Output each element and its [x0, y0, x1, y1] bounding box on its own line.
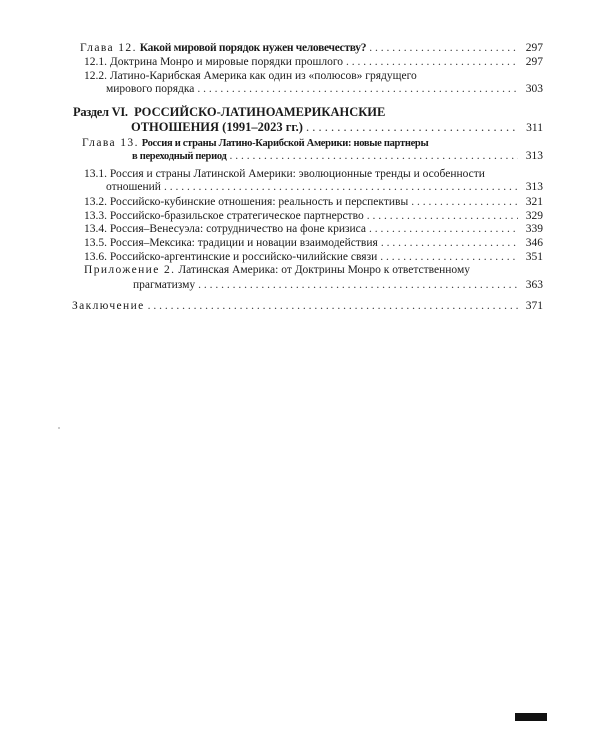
toc-entry-13-3[interactable] — [84, 210, 543, 223]
section-number: 13.6. — [84, 251, 107, 263]
page-number: 346 — [525, 237, 543, 249]
section-number: 13.5. — [84, 237, 107, 249]
toc-entry-12-2[interactable] — [84, 70, 417, 83]
page-number: 303 — [525, 83, 543, 95]
toc-entry-chapter-13[interactable] — [82, 137, 428, 150]
chapter-title-line2: в переходный период — [132, 151, 227, 162]
section-number: 13.1. — [84, 168, 107, 180]
section-number: 12.2. — [84, 70, 107, 82]
leader-dots — [306, 121, 518, 134]
conclusion-title: Заключение — [72, 300, 145, 312]
toc-entry-chapter-12[interactable] — [80, 42, 543, 55]
chapter-title: Какой мировой порядок нужен человечеству? — [139, 42, 367, 54]
part-title-line2: ОТНОШЕНИЯ (1991–2023 гг.) — [131, 120, 303, 134]
chapter-prefix: Глава 12. — [80, 42, 137, 54]
leader-dots — [164, 181, 518, 194]
page-number: 339 — [525, 223, 543, 235]
page-number: 321 — [525, 196, 543, 208]
leader-dots — [380, 251, 518, 264]
section-title: Россия–Мексика: традиции и новации взаимодействия — [109, 237, 378, 249]
leader-dots — [369, 223, 518, 236]
page-number: 363 — [525, 279, 543, 291]
page-number: 311 — [526, 122, 543, 134]
leader-dots — [197, 83, 518, 96]
toc-entry-conclusion[interactable] — [72, 300, 543, 313]
leader-dots — [230, 150, 519, 163]
leader-dots — [381, 237, 518, 250]
toc-entry-chapter-13-cont[interactable] — [132, 150, 543, 163]
section-title-line2: мирового порядка — [106, 83, 195, 95]
appendix-title-line2: прагматизму — [133, 279, 196, 291]
part-prefix: Раздел VI. — [73, 105, 128, 119]
section-title: Российско-аргентинские и российско-чилийские связи — [109, 251, 378, 263]
leader-dots — [148, 300, 518, 313]
chapter-title-line1: Россия и страны Латино-Карибской Америки: новые партнеры — [141, 138, 429, 149]
page-number: 371 — [525, 300, 543, 312]
chapter-prefix: Глава 13. — [82, 137, 139, 149]
section-title-line1: Латино-Карибская Америка как один из «полюсов» грядущего — [109, 70, 417, 82]
toc-entry-13-1[interactable] — [84, 168, 485, 181]
appendix-prefix: Приложение 2. — [84, 264, 176, 276]
printer-mark — [515, 713, 547, 721]
toc-entry-13-1-cont[interactable] — [106, 181, 543, 194]
scan-speck — [58, 427, 60, 429]
section-title-line2: отношений — [106, 181, 161, 193]
toc-entry-13-4[interactable] — [84, 223, 543, 236]
section-number: 12.1. — [84, 56, 107, 68]
section-title-line1: Россия и страны Латинской Америки: эволюционные тренды и особенности — [109, 168, 485, 180]
section-number: 13.4. — [84, 223, 107, 235]
toc-entry-part-6[interactable] — [73, 106, 385, 119]
toc-entry-12-1[interactable] — [84, 56, 543, 69]
section-title: Россия–Венесуэла: сотрудничество на фоне кризиса — [109, 223, 367, 235]
toc-entry-13-2[interactable] — [84, 196, 543, 209]
section-number: 13.3. — [84, 210, 107, 222]
leader-dots — [411, 196, 518, 209]
leader-dots — [369, 42, 518, 55]
appendix-title-line1: Латинская Америка: от Доктрины Монро к ответственному — [178, 264, 470, 276]
part-title-line1: РОССИЙСКО-ЛАТИНОАМЕРИКАНСКИЕ — [134, 105, 386, 119]
leader-dots — [346, 56, 518, 69]
section-number: 13.2. — [84, 196, 107, 208]
section-title: Доктрина Монро и мировые порядки прошлого — [109, 56, 344, 68]
toc-entry-13-5[interactable] — [84, 237, 543, 250]
leader-dots — [367, 210, 518, 223]
section-title: Российско-кубинские отношения: реальность и перспективы — [109, 196, 409, 208]
page-number: 297 — [525, 42, 543, 54]
page-number: 351 — [525, 251, 543, 263]
toc-entry-part-6-cont[interactable] — [131, 121, 543, 135]
toc-entry-appendix-2[interactable] — [84, 264, 470, 277]
section-title: Российско-бразильское стратегическое партнерство — [109, 210, 364, 222]
toc-entry-13-6[interactable] — [84, 251, 543, 264]
page-number: 329 — [525, 210, 543, 222]
page-number: 313 — [525, 181, 543, 193]
leader-dots — [198, 279, 518, 292]
toc-entry-12-2-cont[interactable] — [106, 83, 543, 96]
page-number: 297 — [525, 56, 543, 68]
toc-entry-appendix-2-cont[interactable] — [133, 279, 543, 292]
page-number: 313 — [525, 150, 543, 162]
